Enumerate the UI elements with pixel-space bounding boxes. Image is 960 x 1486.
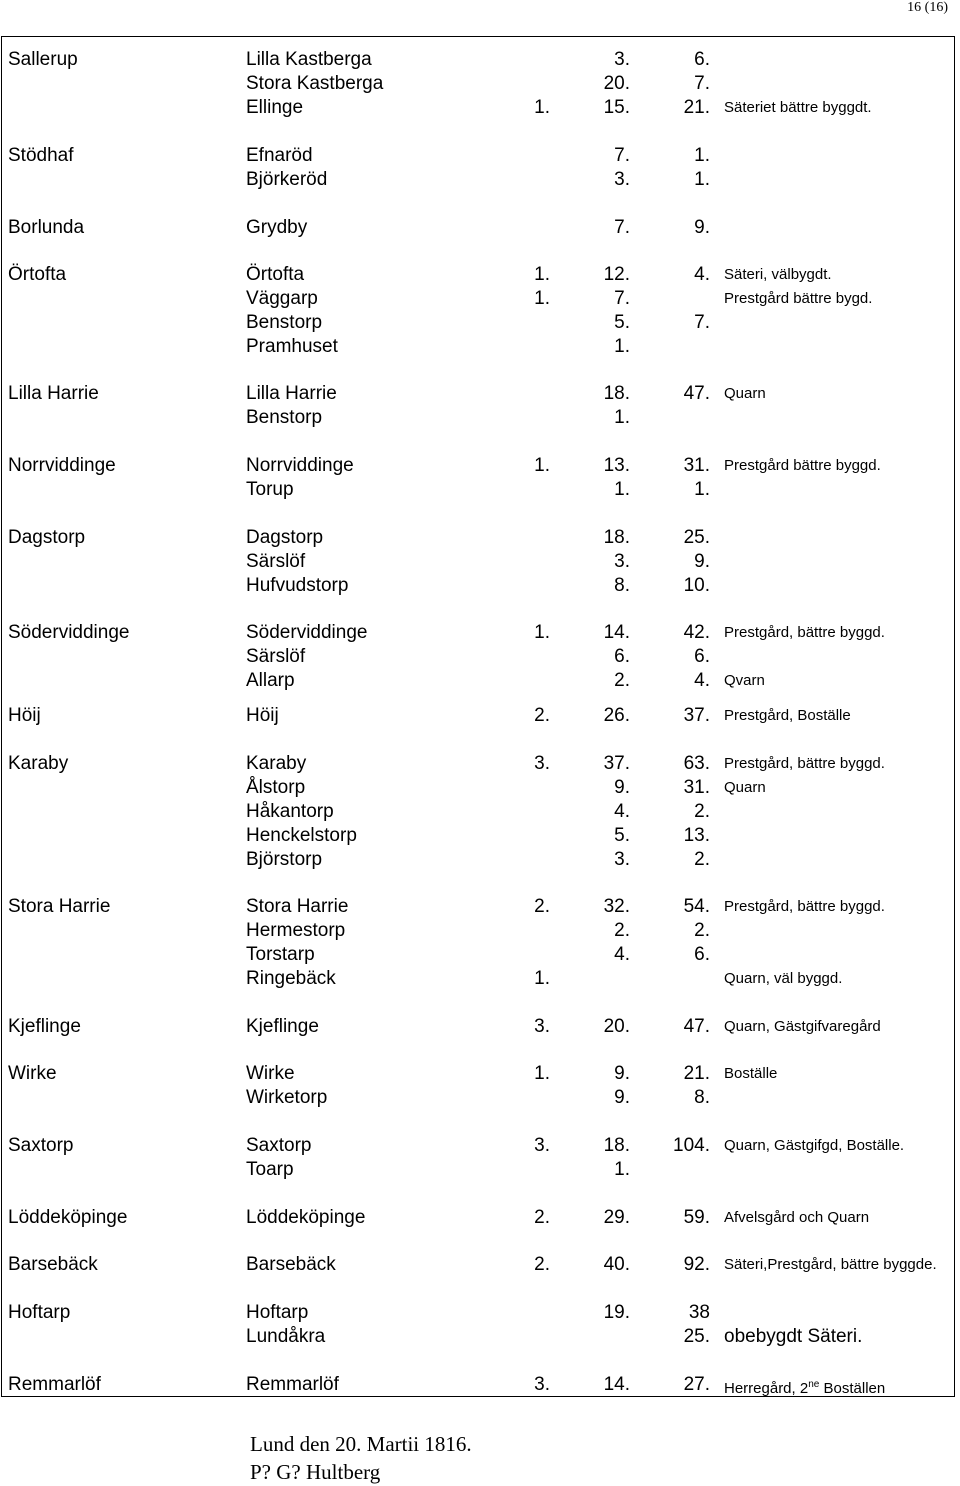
count-col-3: 7.	[694, 73, 710, 94]
village-name: Ringebäck	[246, 968, 336, 989]
remark: Quarn	[724, 385, 766, 402]
count-col-3: 31.	[683, 455, 710, 476]
count-col-2: 4.	[614, 801, 630, 822]
village-name: Ellinge	[246, 97, 304, 118]
village-name: Torstarp	[246, 944, 315, 965]
parish-name: Norrviddinge	[8, 455, 116, 476]
village-name: Henckelstorp	[246, 825, 357, 846]
count-col-3: 8.	[694, 1087, 710, 1108]
remark: Afvelsgård och Quarn	[724, 1209, 870, 1226]
remark: Herregård, $2^{ne}$ Boställen	[724, 1379, 886, 1397]
count-col-3: 59.	[683, 1207, 710, 1228]
village-name: Löddeköpinge	[246, 1207, 366, 1228]
village-name: Stora Harrie	[246, 896, 349, 917]
count-col-2: 2.	[614, 670, 630, 691]
count-col-2: 9.	[614, 1063, 630, 1084]
count-col-1: 1.	[534, 622, 550, 643]
remark: Quarn, väl byggd.	[724, 970, 843, 987]
village-name: Hermestorp	[246, 920, 346, 941]
village-name: Saxtorp	[246, 1135, 312, 1156]
count-col-2: 20.	[603, 73, 630, 94]
count-col-3: 38	[688, 1302, 710, 1323]
count-col-3: 9.	[694, 217, 710, 238]
count-col-1: 2.	[534, 705, 550, 726]
count-col-2: 1.	[614, 479, 630, 500]
count-col-3: 42.	[683, 622, 710, 643]
count-col-3: 1.	[694, 145, 710, 166]
count-col-1: 1.	[534, 1063, 550, 1084]
remark: Quarn	[724, 779, 766, 796]
remark: Quarn, Gästgifvaregård	[724, 1018, 881, 1035]
count-col-1: 2.	[534, 1207, 550, 1228]
village-name: Särslöf	[246, 646, 306, 667]
count-col-2: 5.	[614, 312, 630, 333]
count-col-3: 2.	[694, 849, 710, 870]
count-col-2: 15.	[603, 97, 630, 118]
count-col-3: 27.	[683, 1374, 710, 1395]
village-name: Särslöf	[246, 551, 306, 572]
count-col-2: 13.	[603, 455, 630, 476]
parish-name: Lilla Harrie	[8, 383, 99, 404]
village-name: Dagstorp	[246, 527, 324, 548]
count-col-3: 63.	[683, 753, 710, 774]
remark: Prestgård bättre bygd.	[724, 290, 873, 307]
village-name: Benstorp	[246, 312, 323, 333]
village-name: Torup	[246, 479, 294, 500]
village-name: Ålstorp	[246, 777, 306, 798]
count-col-2: 26.	[603, 705, 630, 726]
count-col-3: 25.	[683, 1326, 710, 1347]
count-col-3: 104.	[673, 1135, 710, 1156]
count-col-2: 9.	[614, 1087, 630, 1108]
count-col-3: 13.	[683, 825, 710, 846]
count-col-2: 14.	[603, 1374, 630, 1395]
count-col-1: 3.	[534, 753, 550, 774]
parish-name: Stödhaf	[8, 145, 74, 166]
count-col-1: 1.	[534, 264, 550, 285]
count-col-2: 3.	[614, 551, 630, 572]
count-col-1: 1.	[534, 288, 550, 309]
remark: Säteri,Prestgård, bättre byggde.	[724, 1256, 937, 1273]
count-col-3: 25.	[683, 527, 710, 548]
parish-name: Barsebäck	[8, 1254, 98, 1275]
count-col-3: 92.	[683, 1254, 710, 1275]
remark: Qvarn	[724, 672, 765, 689]
count-col-2: 20.	[603, 1016, 630, 1037]
count-col-3: 47.	[683, 1016, 710, 1037]
count-col-1: 1.	[534, 97, 550, 118]
count-col-2: 7.	[614, 145, 630, 166]
village-name: Pramhuset	[246, 336, 338, 357]
count-col-3: 4.	[694, 264, 710, 285]
page-number: 16 (16)	[907, 0, 948, 15]
count-col-3: 1.	[694, 479, 710, 500]
count-col-1: 3.	[534, 1374, 550, 1395]
count-col-1: 1.	[534, 455, 550, 476]
parish-name: Karaby	[8, 753, 69, 774]
place-date: Lund den 20. Martii 1816.	[250, 1432, 472, 1456]
village-name: Wirketorp	[246, 1087, 328, 1108]
village-name: Väggarp	[246, 288, 318, 309]
count-col-2: 1.	[614, 1159, 630, 1180]
village-name: Wirke	[246, 1063, 295, 1084]
count-col-3: 6.	[694, 646, 710, 667]
count-col-2: 18.	[603, 527, 630, 548]
remark: Säteri, välbygdt.	[724, 266, 832, 283]
remark: Prestgård bättre byggd.	[724, 457, 881, 474]
village-name: Allarp	[246, 670, 295, 691]
parish-name: Kjeflinge	[8, 1016, 81, 1037]
remark: Säteriet bättre byggdt.	[724, 99, 872, 116]
count-col-2: 18.	[603, 1135, 630, 1156]
count-col-3: 31.	[683, 777, 710, 798]
village-name: Höij	[246, 705, 279, 726]
count-col-1: 2.	[534, 1254, 550, 1275]
parish-name: Höij	[8, 705, 41, 726]
parish-name: Hoftarp	[8, 1302, 71, 1323]
count-col-3: 37.	[683, 705, 710, 726]
remark: Quarn, Gästgifgd, Boställe.	[724, 1137, 905, 1154]
count-col-3: 9.	[694, 551, 710, 572]
village-name: Kjeflinge	[246, 1016, 319, 1037]
parish-name: Remmarlöf	[8, 1374, 101, 1395]
parish-name: Söderviddinge	[8, 622, 130, 643]
count-col-2: 12.	[603, 264, 630, 285]
count-col-2: 37.	[603, 753, 630, 774]
count-col-2: 6.	[614, 646, 630, 667]
village-name: Björstorp	[246, 849, 323, 870]
count-col-2: 7.	[614, 217, 630, 238]
count-col-3: 7.	[694, 312, 710, 333]
parish-name: Örtofta	[8, 264, 67, 285]
count-col-2: 5.	[614, 825, 630, 846]
village-name: Hufvudstorp	[246, 575, 349, 596]
remark: obebygdt Säteri.	[724, 1326, 863, 1347]
village-name: Lilla Harrie	[246, 383, 337, 404]
count-col-3: 2.	[694, 801, 710, 822]
village-name: Efnaröd	[246, 145, 313, 166]
village-name: Norrviddinge	[246, 455, 354, 476]
count-col-2: 8.	[614, 575, 630, 596]
village-name: Grydby	[246, 217, 308, 238]
count-col-2: 2.	[614, 920, 630, 941]
count-col-2: 3.	[614, 169, 630, 190]
parish-name: Stora Harrie	[8, 896, 111, 917]
village-name: Benstorp	[246, 407, 323, 428]
count-col-1: 1.	[534, 968, 550, 989]
village-name: Lundåkra	[246, 1326, 326, 1347]
village-name: Söderviddinge	[246, 622, 368, 643]
remark: Boställe	[724, 1065, 778, 1082]
count-col-1: 2.	[534, 896, 550, 917]
parish-name: Borlunda	[8, 217, 85, 238]
parish-name: Dagstorp	[8, 527, 86, 548]
count-col-2: 14.	[603, 622, 630, 643]
count-col-2: 3.	[614, 49, 630, 70]
count-col-2: 4.	[614, 944, 630, 965]
remark: Prestgård, bättre byggd.	[724, 755, 885, 772]
parish-name: Löddeköpinge	[8, 1207, 128, 1228]
count-col-2: 29.	[603, 1207, 630, 1228]
count-col-2: 1.	[614, 407, 630, 428]
remark: Prestgård, bättre byggd.	[724, 898, 885, 915]
count-col-3: 54.	[683, 896, 710, 917]
count-col-3: 21.	[683, 1063, 710, 1084]
village-name: Hoftarp	[246, 1302, 309, 1323]
count-col-1: 3.	[534, 1135, 550, 1156]
village-name: Örtofta	[246, 264, 305, 285]
village-name: Stora Kastberga	[246, 73, 384, 94]
village-name: Björkeröd	[246, 169, 328, 190]
count-col-3: 6.	[694, 944, 710, 965]
parish-name: Wirke	[8, 1063, 57, 1084]
signature: P? G? Hultberg	[250, 1460, 381, 1484]
village-name: Karaby	[246, 753, 307, 774]
parish-name: Saxtorp	[8, 1135, 74, 1156]
count-col-3: 1.	[694, 169, 710, 190]
count-col-3: 21.	[683, 97, 710, 118]
count-col-3: 10.	[683, 575, 710, 596]
count-col-2: 19.	[603, 1302, 630, 1323]
count-col-2: 7.	[614, 288, 630, 309]
village-name: Toarp	[246, 1159, 294, 1180]
village-name: Remmarlöf	[246, 1374, 339, 1395]
count-col-2: 1.	[614, 336, 630, 357]
count-col-3: 4.	[694, 670, 710, 691]
count-col-3: 47.	[683, 383, 710, 404]
count-col-2: 18.	[603, 383, 630, 404]
village-name: Barsebäck	[246, 1254, 336, 1275]
parish-name: Sallerup	[8, 49, 78, 70]
count-col-3: 2.	[694, 920, 710, 941]
village-name: Lilla Kastberga	[246, 49, 372, 70]
remark: Prestgård, bättre byggd.	[724, 624, 885, 641]
count-col-2: 9.	[614, 777, 630, 798]
count-col-3: 6.	[694, 49, 710, 70]
count-col-2: 40.	[603, 1254, 630, 1275]
count-col-2: 32.	[603, 896, 630, 917]
count-col-2: 3.	[614, 849, 630, 870]
count-col-1: 3.	[534, 1016, 550, 1037]
village-name: Håkantorp	[246, 801, 334, 822]
remark: Prestgård, Boställe	[724, 707, 851, 724]
